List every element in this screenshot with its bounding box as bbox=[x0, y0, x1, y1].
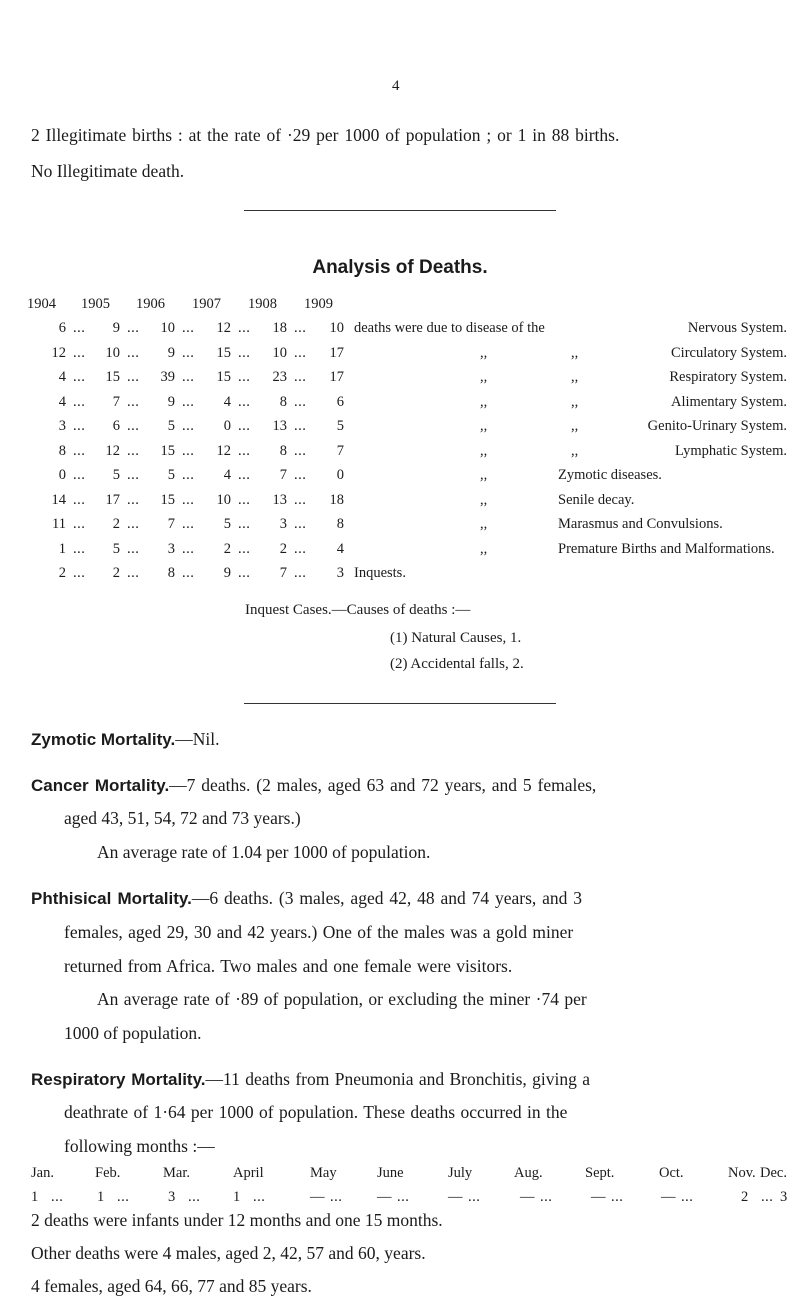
separator-dots: ... bbox=[127, 516, 140, 532]
phthisical-line-4: An average rate of ·89 of population, or excluding the miner ·74 per bbox=[97, 989, 587, 1009]
month-count: 1 bbox=[31, 1189, 39, 1205]
row-prefix: deaths were due to disease of the bbox=[354, 320, 545, 336]
separator-dots: ... bbox=[117, 1189, 130, 1205]
respiratory-line-4: 2 deaths were infants under 12 months and one 15 months. bbox=[31, 1210, 443, 1230]
separator-dots: ... bbox=[182, 320, 195, 336]
table-cell: 8 bbox=[336, 516, 344, 532]
month-count: — bbox=[310, 1189, 325, 1205]
separator-dots: ... bbox=[73, 540, 86, 557]
page-number: 4 bbox=[392, 78, 400, 94]
phthisical-line-3: returned from Africa. Two males and one female were visitors. bbox=[64, 956, 513, 976]
table-cell: 7 bbox=[112, 393, 120, 410]
month-count: 1 bbox=[97, 1189, 105, 1205]
illegitimate-death-line: No Illegitimate death. bbox=[31, 161, 185, 181]
cause-label: Lymphatic System. bbox=[675, 442, 787, 459]
table-cell: 10 bbox=[105, 344, 120, 361]
ditto-mark: ,, bbox=[571, 393, 579, 410]
table-cell: 18 bbox=[329, 491, 344, 508]
month-label: July bbox=[448, 1165, 473, 1181]
separator-dots: ... bbox=[127, 491, 140, 508]
separator-dots: ... bbox=[238, 320, 251, 336]
separator-dots: ... bbox=[182, 344, 195, 361]
table-cell: 12 bbox=[51, 344, 66, 361]
separator-dots: ... bbox=[294, 491, 307, 508]
separator-dots: ... bbox=[127, 418, 140, 434]
separator-dots: ... bbox=[468, 1189, 481, 1205]
separator-dots: ... bbox=[127, 320, 140, 336]
row-prefix: Inquests. bbox=[354, 565, 406, 581]
separator-dots: ... bbox=[73, 418, 86, 434]
separator-dots: ... bbox=[182, 516, 195, 532]
separator-dots: ... bbox=[540, 1189, 553, 1205]
respiratory-line-2: deathrate of 1·64 per 1000 of population. These deaths occurred in the bbox=[64, 1102, 568, 1122]
table-cell: 13 bbox=[272, 491, 287, 508]
table-cell: 8 bbox=[58, 442, 66, 459]
table-cell: 0 bbox=[58, 467, 66, 483]
separator-dots: ... bbox=[73, 344, 86, 361]
table-cell: 3 bbox=[58, 418, 66, 434]
cause-label: Circulatory System. bbox=[671, 344, 787, 361]
month-count: — bbox=[520, 1189, 535, 1205]
separator-dots: ... bbox=[127, 442, 140, 459]
separator-dots: ... bbox=[51, 1189, 64, 1205]
month-label: Dec. bbox=[760, 1165, 787, 1181]
separator-dots: ... bbox=[611, 1189, 624, 1205]
separator-dots: ... bbox=[253, 1189, 266, 1205]
table-cell: 3 bbox=[336, 565, 344, 581]
separator-dots: ... bbox=[238, 344, 251, 361]
ditto-mark: ,, bbox=[480, 393, 488, 410]
separator-dots: ... bbox=[294, 565, 307, 581]
separator-dots: ... bbox=[238, 418, 251, 434]
month-label: Oct. bbox=[659, 1165, 684, 1181]
month-label: June bbox=[377, 1165, 404, 1181]
respiratory-line-3: following months :— bbox=[64, 1136, 215, 1156]
month-label: Jan. bbox=[31, 1165, 54, 1181]
separator-dots: ... bbox=[182, 565, 195, 581]
table-cell: 6 bbox=[58, 320, 66, 336]
respiratory-line-1: —11 deaths from Pneumonia and Bronchitis, giving a bbox=[205, 1069, 591, 1089]
phthisical-section bbox=[31, 888, 582, 909]
separator-dots: ... bbox=[73, 565, 86, 581]
month-label: Sept. bbox=[585, 1165, 615, 1181]
month-label: Aug. bbox=[514, 1165, 543, 1181]
separator-dots: ... bbox=[127, 565, 140, 581]
separator-dots: ... bbox=[238, 516, 251, 532]
table-cell: 10 bbox=[160, 320, 175, 336]
table-cell: 1 bbox=[58, 540, 66, 557]
separator-dots: ... bbox=[182, 540, 195, 557]
cancer-heading: Cancer Mortality. bbox=[31, 776, 170, 795]
separator-dots: ... bbox=[238, 467, 251, 483]
ditto-mark: ,, bbox=[480, 418, 488, 434]
cause-label: Respiratory System. bbox=[669, 369, 787, 385]
ditto-mark: ,, bbox=[480, 467, 488, 483]
table-cell: 9 bbox=[167, 344, 175, 361]
table-cell: 2 bbox=[112, 565, 120, 581]
separator-dots: ... bbox=[127, 344, 140, 361]
table-cell: 6 bbox=[336, 393, 344, 410]
table-cell: 15 bbox=[216, 344, 231, 361]
separator-dots: ... bbox=[238, 565, 251, 581]
table-cell: 5 bbox=[167, 418, 175, 434]
table-cell: 4 bbox=[58, 393, 66, 410]
separator-dots: ... bbox=[238, 491, 251, 508]
table-cell: 5 bbox=[336, 418, 344, 434]
separator-dots: ... bbox=[681, 1189, 694, 1205]
cause-label: Nervous System. bbox=[687, 320, 787, 336]
separator-dots: ... bbox=[73, 491, 86, 508]
ditto-mark: ,, bbox=[480, 344, 488, 361]
analysis-title: Analysis of Deaths. bbox=[312, 257, 488, 278]
table-cell: 7 bbox=[279, 467, 287, 483]
month-label: Nov. bbox=[728, 1165, 756, 1181]
ditto-mark: ,, bbox=[480, 491, 488, 508]
year-header-1908: 1908 bbox=[248, 296, 277, 312]
respiratory-section bbox=[31, 1069, 590, 1090]
month-count: 1 bbox=[233, 1189, 241, 1205]
zymotic-heading: Zymotic Mortality. bbox=[31, 730, 176, 749]
separator-dots: ... bbox=[294, 344, 307, 361]
month-count: 3 bbox=[780, 1189, 788, 1205]
inquest-cause-2: (2) Accidental falls, 2. bbox=[390, 656, 524, 672]
month-label: May bbox=[310, 1165, 337, 1181]
table-cell: 5 bbox=[112, 467, 120, 483]
cancer-line-2: aged 43, 51, 54, 72 and 73 years.) bbox=[64, 808, 301, 828]
table-cell: 9 bbox=[167, 393, 175, 410]
table-cell: 6 bbox=[112, 418, 120, 434]
separator-dots: ... bbox=[294, 369, 307, 385]
phthisical-line-5: 1000 of population. bbox=[64, 1023, 202, 1043]
ditto-mark: ,, bbox=[571, 344, 579, 361]
table-cell: 0 bbox=[223, 418, 231, 434]
separator-dots: ... bbox=[294, 418, 307, 434]
month-label: Feb. bbox=[95, 1165, 121, 1181]
table-cell: 2 bbox=[58, 565, 66, 581]
table-cell: 39 bbox=[160, 369, 175, 385]
year-header-1905: 1905 bbox=[81, 296, 110, 312]
table-cell: 17 bbox=[105, 491, 120, 508]
illegitimate-births-line: 2 Illegitimate births : at the rate of ·29 per 1000 of population ; or 1 in 88 births. bbox=[31, 125, 620, 145]
table-cell: 17 bbox=[329, 344, 344, 361]
separator-dots: ... bbox=[294, 540, 307, 557]
table-cell: 0 bbox=[336, 467, 344, 483]
separator-dots: ... bbox=[127, 369, 140, 385]
separator-dots: ... bbox=[294, 516, 307, 532]
separator-dots: ... bbox=[127, 467, 140, 483]
divider-top bbox=[244, 210, 556, 211]
table-cell: 3 bbox=[279, 516, 287, 532]
cause-label: Genito-Urinary System. bbox=[647, 418, 787, 434]
separator-dots: ... bbox=[73, 516, 86, 532]
ditto-mark: ,, bbox=[480, 442, 488, 459]
month-label: Mar. bbox=[163, 1165, 190, 1181]
separator-dots: ... bbox=[73, 393, 86, 410]
month-count: 3 bbox=[168, 1189, 176, 1205]
inquest-heading: Inquest Cases.—Causes of deaths :— bbox=[245, 602, 471, 618]
separator-dots: ... bbox=[127, 540, 140, 557]
month-count: 2 bbox=[741, 1189, 749, 1205]
separator-dots: ... bbox=[127, 393, 140, 410]
table-cell: 12 bbox=[216, 320, 231, 336]
separator-dots: ... bbox=[73, 442, 86, 459]
separator-dots: ... bbox=[182, 393, 195, 410]
ditto-mark: ,, bbox=[480, 369, 488, 385]
table-cell: 2 bbox=[112, 516, 120, 532]
year-header-1907: 1907 bbox=[192, 296, 221, 312]
cancer-line-3: An average rate of 1.04 per 1000 of population. bbox=[97, 842, 431, 862]
table-cell: 15 bbox=[160, 491, 175, 508]
table-cell: 3 bbox=[167, 540, 175, 557]
separator-dots: ... bbox=[182, 467, 195, 483]
table-cell: 23 bbox=[272, 369, 287, 385]
table-cell: 7 bbox=[167, 516, 175, 532]
table-cell: 10 bbox=[329, 320, 344, 336]
table-cell: 5 bbox=[112, 540, 120, 557]
separator-dots: ... bbox=[188, 1189, 201, 1205]
phthisical-line-2: females, aged 29, 30 and 42 years.) One of the males was a gold miner bbox=[64, 922, 574, 942]
table-cell: 4 bbox=[336, 540, 344, 557]
ditto-mark: ,, bbox=[571, 418, 579, 434]
month-label: April bbox=[233, 1165, 264, 1181]
table-cell: 5 bbox=[167, 467, 175, 483]
ditto-mark: ,, bbox=[480, 516, 488, 532]
table-cell: 9 bbox=[112, 320, 120, 336]
zymotic-section bbox=[31, 729, 219, 750]
inquest-cause-1: (1) Natural Causes, 1. bbox=[390, 630, 522, 646]
separator-dots: ... bbox=[182, 491, 195, 508]
respiratory-line-6: 4 females, aged 64, 66, 77 and 85 years. bbox=[31, 1276, 312, 1296]
table-cell: 14 bbox=[51, 491, 66, 508]
cancer-line-1: —7 deaths. (2 males, aged 63 and 72 years, and 5 females, bbox=[169, 775, 597, 795]
separator-dots: ... bbox=[294, 442, 307, 459]
respiratory-line-5: Other deaths were 4 males, aged 2, 42, 57 and 60, years. bbox=[31, 1243, 426, 1263]
table-cell: 8 bbox=[279, 442, 287, 459]
table-cell: 8 bbox=[167, 565, 175, 581]
table-cell: 2 bbox=[223, 540, 231, 557]
cause-label: Premature Births and Malformations. bbox=[558, 540, 775, 557]
table-cell: 4 bbox=[58, 369, 66, 385]
separator-dots: ... bbox=[238, 369, 251, 385]
table-cell: 11 bbox=[52, 516, 66, 532]
zymotic-text: —Nil. bbox=[175, 729, 220, 749]
table-cell: 5 bbox=[223, 516, 231, 532]
table-cell: 4 bbox=[223, 467, 231, 483]
cause-label: Marasmus and Convulsions. bbox=[558, 516, 723, 532]
separator-dots: ... bbox=[761, 1189, 774, 1205]
separator-dots: ... bbox=[397, 1189, 410, 1205]
table-cell: 8 bbox=[279, 393, 287, 410]
table-cell: 15 bbox=[216, 369, 231, 385]
divider-middle bbox=[244, 703, 556, 704]
table-cell: 13 bbox=[272, 418, 287, 434]
table-cell: 15 bbox=[105, 369, 120, 385]
ditto-mark: ,, bbox=[571, 442, 579, 459]
table-cell: 7 bbox=[336, 442, 344, 459]
table-cell: 10 bbox=[272, 344, 287, 361]
ditto-mark: ,, bbox=[480, 540, 488, 557]
cause-label: Zymotic diseases. bbox=[558, 467, 662, 483]
cause-label: Alimentary System. bbox=[671, 393, 787, 410]
year-header-1904: 1904 bbox=[27, 296, 56, 312]
separator-dots: ... bbox=[182, 442, 195, 459]
separator-dots: ... bbox=[238, 540, 251, 557]
respiratory-heading: Respiratory Mortality. bbox=[31, 1070, 206, 1089]
table-cell: 7 bbox=[279, 565, 287, 581]
separator-dots: ... bbox=[73, 369, 86, 385]
separator-dots: ... bbox=[238, 442, 251, 459]
table-cell: 18 bbox=[272, 320, 287, 336]
month-count: — bbox=[591, 1189, 606, 1205]
separator-dots: ... bbox=[294, 467, 307, 483]
separator-dots: ... bbox=[73, 467, 86, 483]
separator-dots: ... bbox=[294, 320, 307, 336]
cancer-section bbox=[31, 775, 596, 796]
year-header-1909: 1909 bbox=[304, 296, 333, 312]
table-cell: 17 bbox=[329, 369, 344, 385]
table-cell: 12 bbox=[105, 442, 120, 459]
separator-dots: ... bbox=[238, 393, 251, 410]
year-header-1906: 1906 bbox=[136, 296, 165, 312]
table-cell: 9 bbox=[223, 565, 231, 581]
phthisical-heading: Phthisical Mortality. bbox=[31, 889, 192, 908]
month-count: — bbox=[448, 1189, 463, 1205]
table-cell: 15 bbox=[160, 442, 175, 459]
separator-dots: ... bbox=[294, 393, 307, 410]
ditto-mark: ,, bbox=[571, 369, 579, 385]
month-count: — bbox=[661, 1189, 676, 1205]
table-cell: 12 bbox=[216, 442, 231, 459]
table-cell: 4 bbox=[223, 393, 231, 410]
separator-dots: ... bbox=[330, 1189, 343, 1205]
table-cell: 10 bbox=[216, 491, 231, 508]
month-count: — bbox=[377, 1189, 392, 1205]
separator-dots: ... bbox=[182, 418, 195, 434]
separator-dots: ... bbox=[73, 320, 86, 336]
phthisical-line-1: —6 deaths. (3 males, aged 42, 48 and 74 years, and 3 bbox=[191, 888, 583, 908]
separator-dots: ... bbox=[182, 369, 195, 385]
table-cell: 2 bbox=[279, 540, 287, 557]
cause-label: Senile decay. bbox=[558, 491, 635, 508]
